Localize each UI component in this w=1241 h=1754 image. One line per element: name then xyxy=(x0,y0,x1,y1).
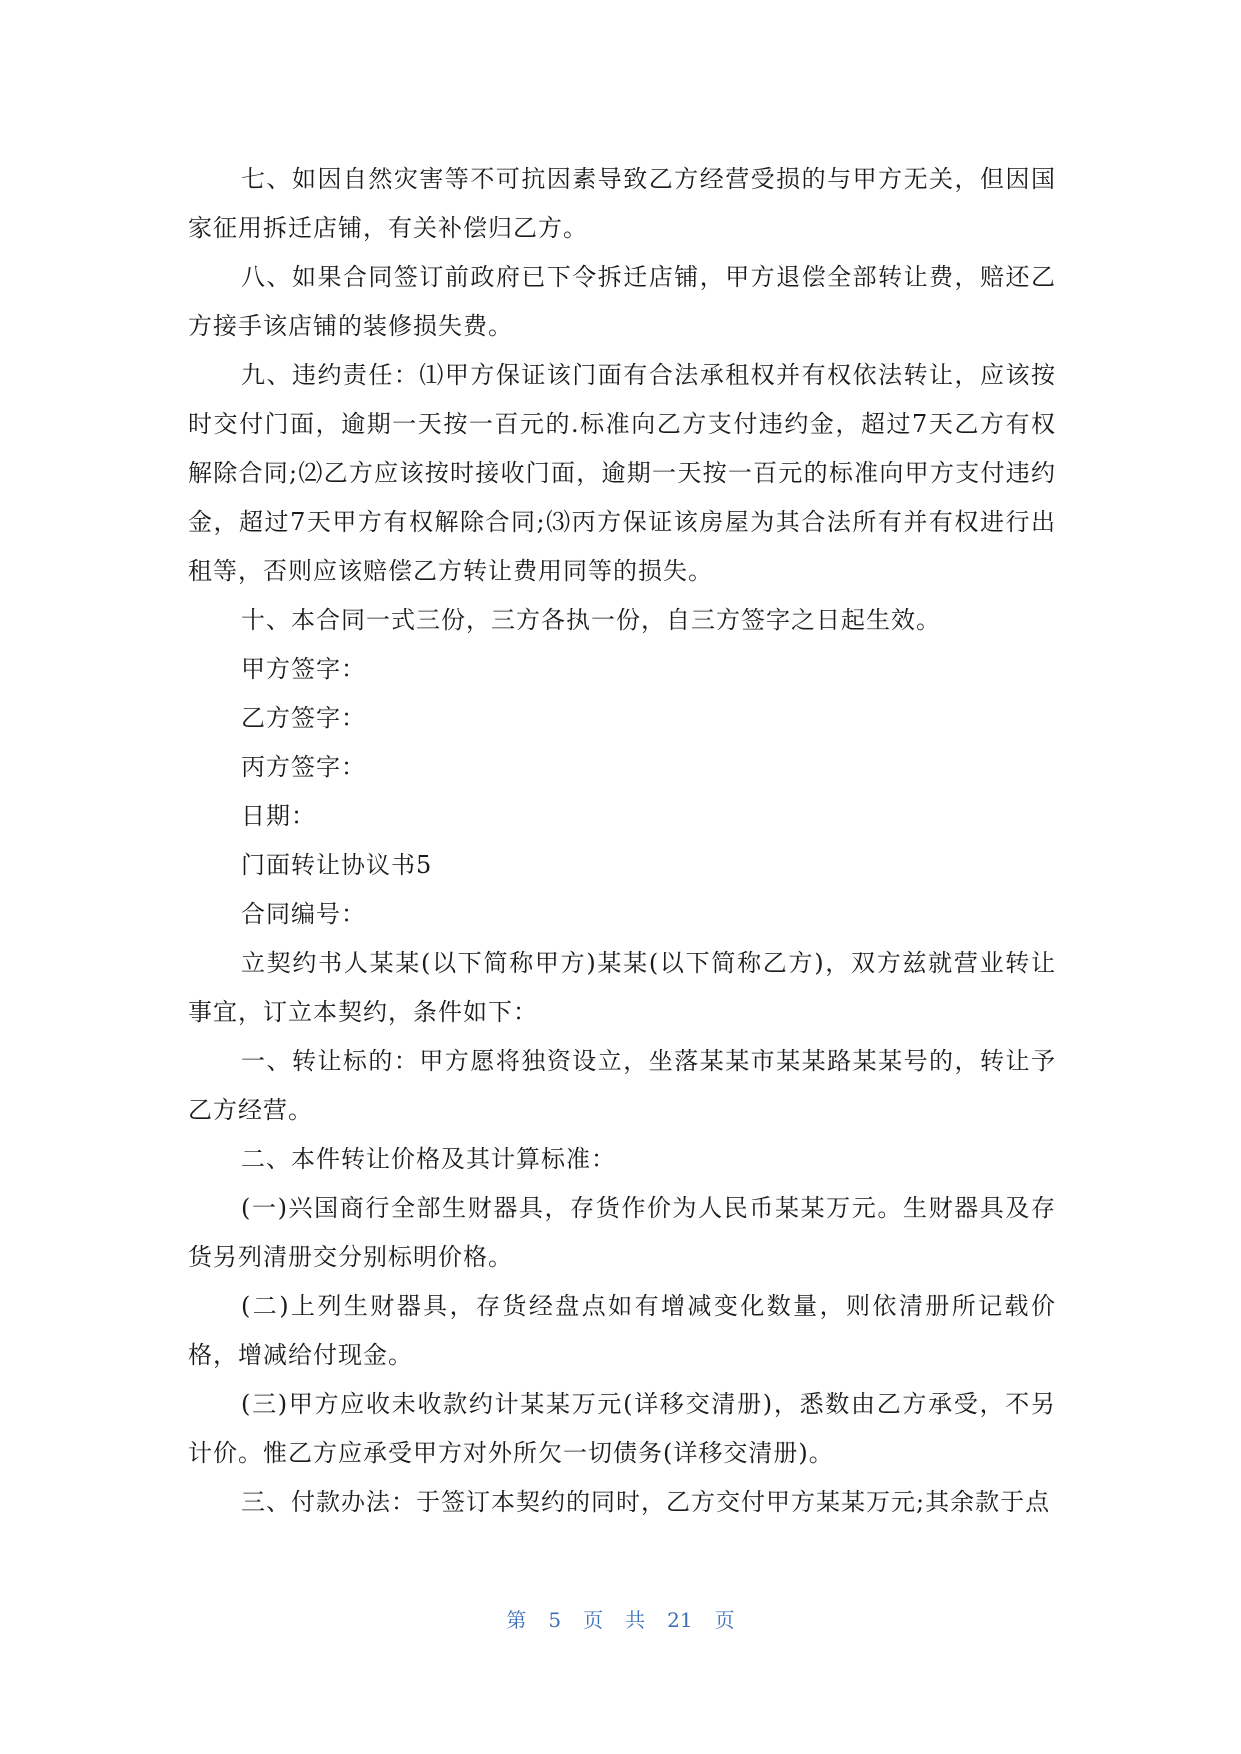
footer-page-unit: 页 xyxy=(583,1608,604,1632)
page-footer xyxy=(0,1604,1241,1633)
paragraph-clause-2: 二、本件转让价格及其计算标准： xyxy=(241,1145,616,1173)
signature-date: 日期： xyxy=(241,802,316,830)
paragraph-clause-9: 九、违约责任：⑴甲方保证该门面有合法承租权并有权依法转让，应该按时交付门面，逾期一天按一百元的.标准向乙方支付违约金，超过7天乙方有权解除合同;⑵乙方应该按时接收门面，逾期一天按一百元的标准向甲方支付违约金，超过7天甲方有权解除合同;⑶丙方保证该房屋为其合法所有并有权进行出租等，否则应该赔偿乙方转让费用同等的损失。 xyxy=(188,361,1056,585)
paragraph-clause-1: 一、转让标的：甲方愿将独资设立，坐落某某市某某路某某号的，转让予乙方经营。 xyxy=(188,1047,1056,1124)
paragraph-clause-7: 七、如因自然灾害等不可抗因素导致乙方经营受损的与甲方无关，但因国家征用拆迁店铺，有关补偿归乙方。 xyxy=(188,165,1056,242)
section-title: 门面转让协议书5 xyxy=(241,851,433,879)
paragraph-preamble: 立契约书人某某(以下简称甲方)某某(以下简称乙方)，双方兹就营业转让事宜，订立本契约，条件如下： xyxy=(188,949,1056,1026)
paragraph-clause-8: 八、如果合同签订前政府已下令拆迁店铺，甲方退偿全部转让费，赔还乙方接手该店铺的装修损失费。 xyxy=(188,263,1056,340)
paragraph-sub-3: (三)甲方应收未收款约计某某万元(详移交清册)，悉数由乙方承受，不另计价。惟乙方应承受甲方对外所欠一切债务(详移交清册)。 xyxy=(188,1390,1056,1467)
footer-total-word: 共 xyxy=(625,1608,646,1632)
footer-page-number: 5 xyxy=(548,1608,562,1632)
paragraph-clause-10: 十、本合同一式三份，三方各执一份，自三方签字之日起生效。 xyxy=(241,606,941,634)
paragraph-sub-1: (一)兴国商行全部生财器具，存货作价为人民币某某万元。生财器具及存货另列清册交分别标明价格。 xyxy=(188,1194,1056,1271)
paragraph-clause-3: 三、付款办法：于签订本契约的同时，乙方交付甲方某某万元;其余款于点 xyxy=(241,1488,1051,1516)
signature-party-a: 甲方签字： xyxy=(241,655,366,683)
signature-party-c: 丙方签字： xyxy=(241,753,366,781)
paragraph-sub-2: (二)上列生财器具，存货经盘点如有增减变化数量，则依清册所记载价格，增减给付现金。 xyxy=(188,1292,1056,1369)
contract-number: 合同编号： xyxy=(241,900,366,928)
footer-total-unit: 页 xyxy=(714,1608,735,1632)
footer-page-word: 第 xyxy=(506,1608,527,1632)
document-body xyxy=(188,155,1056,1527)
footer-total-pages: 21 xyxy=(667,1608,693,1632)
signature-party-b: 乙方签字： xyxy=(241,704,366,732)
